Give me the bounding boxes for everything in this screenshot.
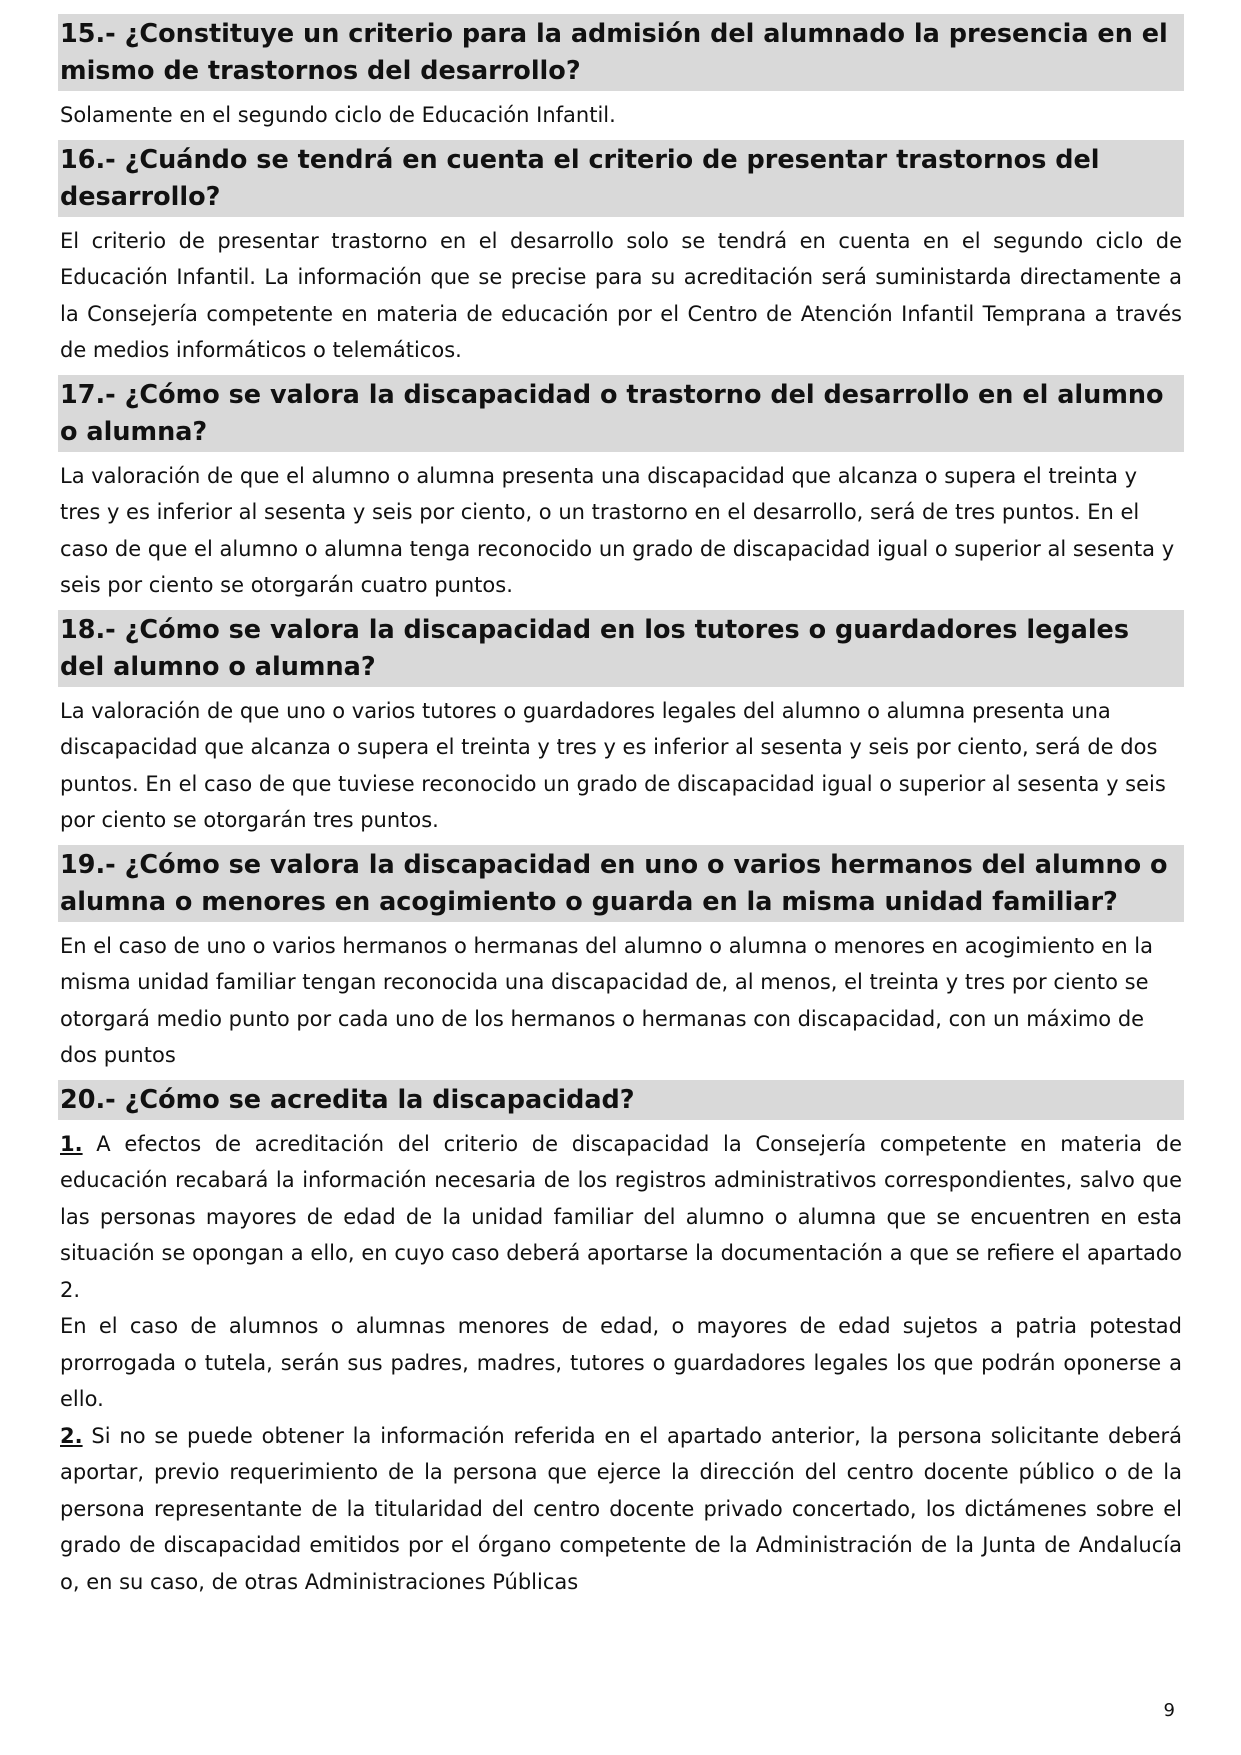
answer-20-paragraph-2-text: Si no se puede obtener la información referida en el apartado anterior, la persona solicitante deberá aportar, previo requerimiento de la persona que ejerce la dirección del centro docente público o de la persona representante de la titularidad del centro docente privado concertado, los dictámenes sobre el grado de discapacidad emitidos por el órgano competente de la Administración de la Junta de Andalucía o, en su caso, de otras Administraciones Públicas <box>60 1423 1182 1594</box>
answer-18: La valoración de que uno o varios tutores o guardadores legales del alumno o alumna presenta una discapacidad que alcanza o supera el treinta y tres y es inferior al sesenta y seis por ciento, será de dos puntos. En el caso de que tuviese reconocido un grado de discapacidad igual o superior al sesenta y seis por ciento se otorgarán tres puntos. <box>60 698 1166 832</box>
answer-20-paragraph-1-text: A efectos de acreditación del criterio de discapacidad la Consejería competente en materia de educación recabará la información necesaria de los registros administrativos correspondientes, salvo que las personas mayores de edad de la unidad familiar del alumno o alumna que se encuentren en esta situación se opongan a ello, en cuyo caso deberá aportarse la documentación a que se refiere el apartado 2. <box>60 1131 1182 1302</box>
question-heading-16: 16.- ¿Cuándo se tendrá en cuenta el criterio de presentar trastornos del desarrollo? <box>58 140 1184 217</box>
question-heading-18: 18.- ¿Cómo se valora la discapacidad en los tutores o guardadores legales del alumno o alumna? <box>58 610 1184 687</box>
page-number: 9 <box>1163 1700 1175 1721</box>
answer-19: En el caso de uno o varios hermanos o hermanas del alumno o alumna o menores en acogimiento en la misma unidad familiar tengan reconocida una discapacidad de, al menos, el treinta y tres por ciento se otorgará medio punto por cada uno de los hermanos o hermanas con discapacidad, con un máximo de dos puntos <box>60 933 1154 1067</box>
answer-20-paragraph-1b: En el caso de alumnos o alumnas menores de edad, o mayores de edad sujetos a patria potestad prorrogada o tutela, serán sus padres, madres, tutores o guardadores legales los que podrán oponerse a ello. <box>60 1314 1182 1411</box>
question-heading-20: 20.- ¿Cómo se acredita la discapacidad? <box>58 1080 1184 1120</box>
answer-20 <box>58 1120 1184 1607</box>
paragraph-number-2: 2. <box>60 1423 83 1448</box>
question-heading-15: 15.- ¿Constituye un criterio para la admisión del alumnado la presencia en el mismo de trastornos del desarrollo? <box>58 14 1184 91</box>
answer-16: El criterio de presentar trastorno en el desarrollo solo se tendrá en cuenta en el segundo ciclo de Educación Infantil. La información que se precise para su acreditación será suministarda directamente a la Consejería competente en materia de educación por el Centro de Atención Infantil Temprana a través de medios informáticos o telemáticos. <box>60 228 1182 362</box>
paragraph-number-1: 1. <box>60 1131 83 1156</box>
document-page <box>58 14 1184 1606</box>
question-heading-19: 19.- ¿Cómo se valora la discapacidad en uno o varios hermanos del alumno o alumna o menores en acogimiento o guarda en la misma unidad familiar? <box>58 845 1184 922</box>
answer-20-paragraph-2 <box>60 1418 1182 1601</box>
answer-15: Solamente en el segundo ciclo de Educación Infantil. <box>60 103 616 127</box>
answer-20-paragraph-1 <box>60 1126 1182 1309</box>
question-heading-17: 17.- ¿Cómo se valora la discapacidad o trastorno del desarrollo en el alumno o alumna? <box>58 375 1184 452</box>
answer-17: La valoración de que el alumno o alumna presenta una discapacidad que alcanza o supera el treinta y tres y es inferior al sesenta y seis por ciento, o un trastorno en el desarrollo, será de tres puntos. En el caso de que el alumno o alumna tenga reconocido un grado de discapacidad igual o superior al sesenta y seis por ciento se otorgarán cuatro puntos. <box>60 463 1175 597</box>
